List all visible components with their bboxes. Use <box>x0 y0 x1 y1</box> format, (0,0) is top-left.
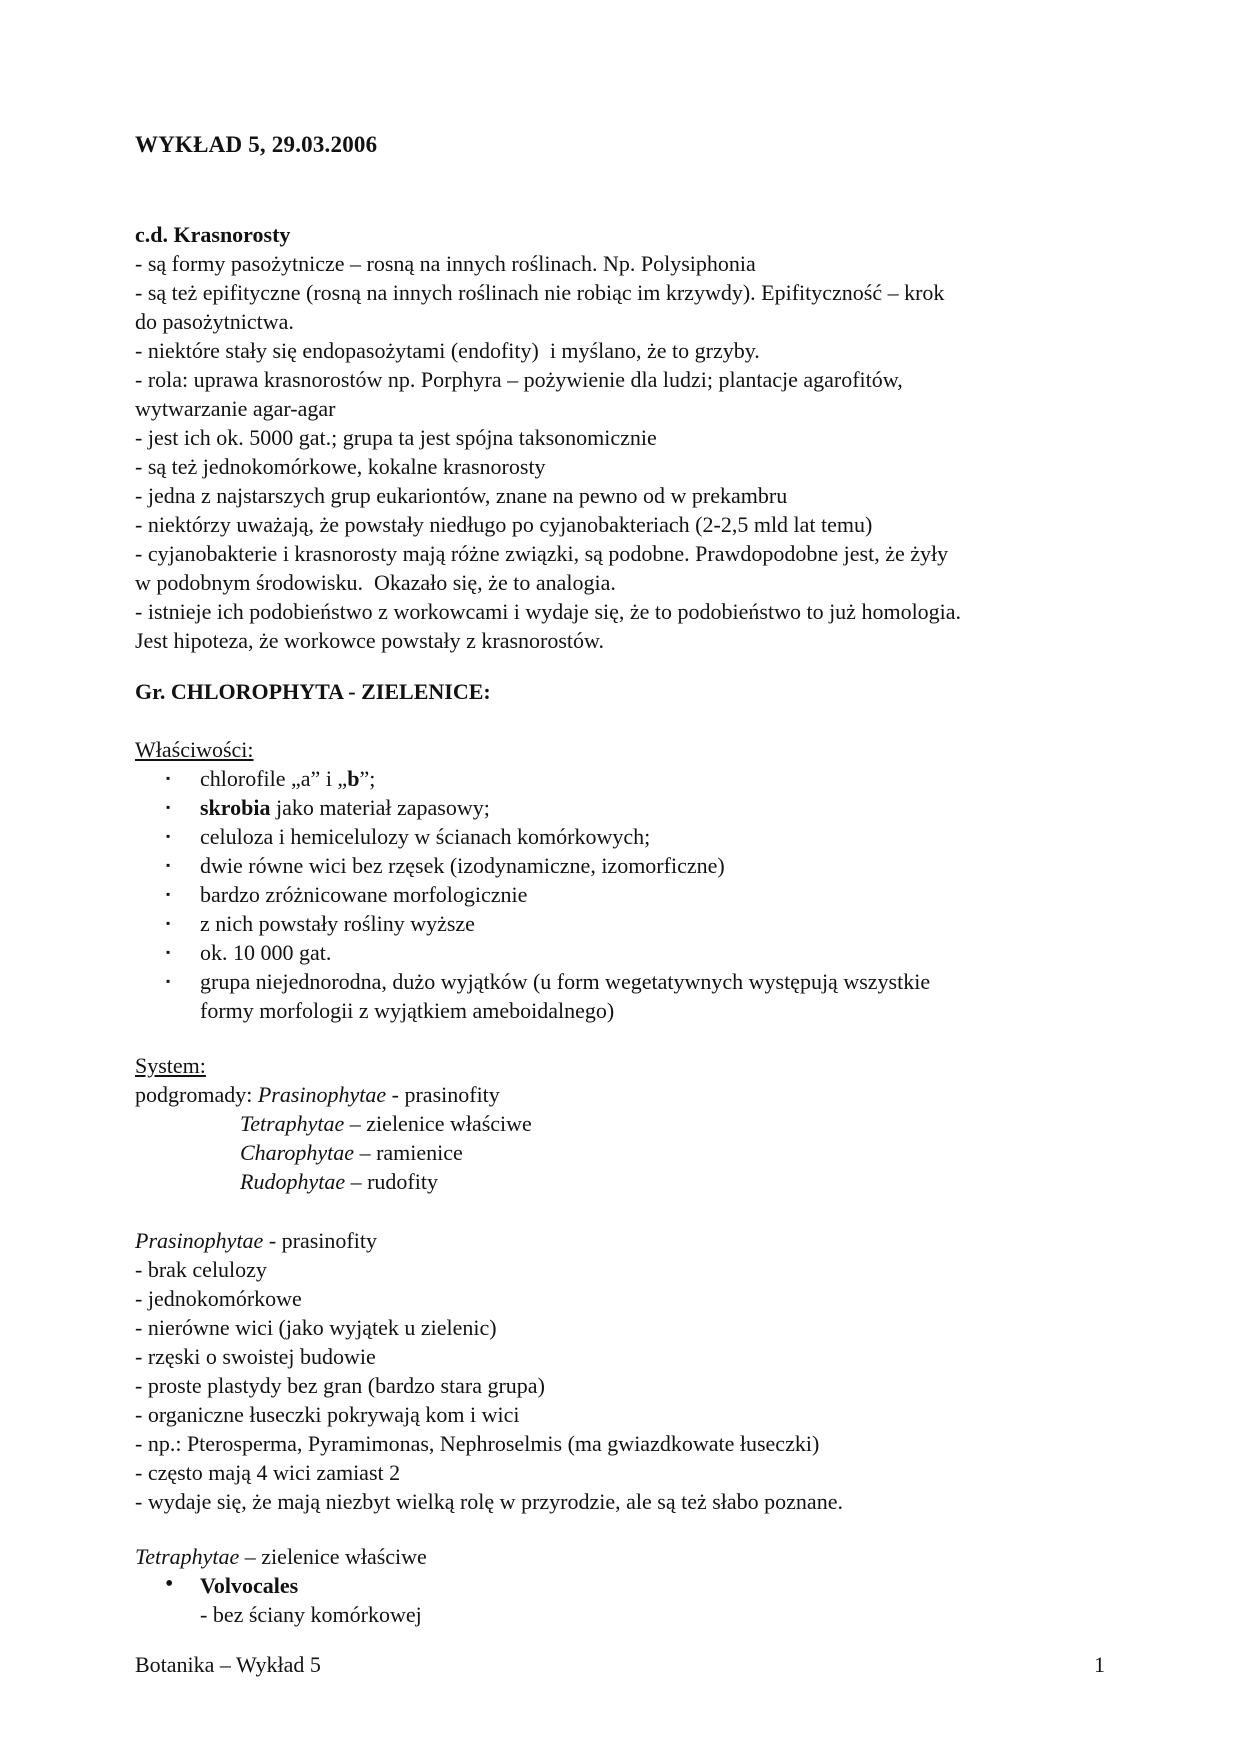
spacer <box>135 655 1105 677</box>
text-segment: - nierówne wici (jako wyjątek u zielenic) <box>135 1315 497 1340</box>
text-line <box>135 1226 1105 1255</box>
text-segment: - prasinofity <box>386 1082 500 1107</box>
square-bullet-icon: ▪ <box>166 858 171 872</box>
text-segment: Prasinophytae <box>135 1228 264 1253</box>
text-segment: do pasożytnictwa. <box>135 309 294 334</box>
text-line <box>135 336 1105 365</box>
spacer <box>135 1516 1105 1542</box>
text-line <box>135 597 1105 626</box>
text-segment: Jest hipoteza, że workowce powstały z krasnorostów. <box>135 628 604 653</box>
text-segment: ”; <box>359 766 376 791</box>
text-line <box>135 1487 1105 1516</box>
text-segment: w podobnym środowisku. Okazało się, że to analogia. <box>135 570 616 595</box>
spacer <box>135 706 1105 735</box>
text-segment: - są formy pasożytnicze – rosną na innych roślinach. Np. Polysiphonia <box>135 251 756 276</box>
text-line <box>135 365 1105 394</box>
bullet-item <box>135 880 1105 909</box>
bullet-item <box>135 822 1105 851</box>
text-segment: bardzo zróżnicowane morfologicznie <box>200 882 528 907</box>
text-line <box>135 677 1105 706</box>
dot-bullet-icon: • <box>165 1571 174 1597</box>
square-bullet-icon: ▪ <box>166 800 171 814</box>
text-segment: Gr. CHLOROPHYTA - ZIELENICE: <box>135 679 491 704</box>
spacer <box>135 160 1105 220</box>
text-line <box>135 1371 1105 1400</box>
text-segment: - niektóre stały się endopasożytami (endofity) i myślano, że to grzyby. <box>135 338 760 363</box>
text-segment: Volvocales <box>200 1573 299 1598</box>
text-line <box>135 278 1105 307</box>
text-segment: - bez ściany komórkowej <box>200 1602 422 1627</box>
text-line <box>135 539 1105 568</box>
text-line <box>135 510 1105 539</box>
text-segment: Prasinophytae <box>257 1082 387 1107</box>
text-line <box>135 394 1105 423</box>
text-segment: - jedna z najstarszych grup eukariontów, znane na pewno od w prekambru <box>135 483 788 508</box>
bullet-continuation <box>135 996 1105 1025</box>
footer-page-number: 1 <box>1094 1652 1105 1677</box>
text-segment: ok. 10 000 gat. <box>200 940 332 965</box>
text-line <box>135 568 1105 597</box>
text-segment: - prasinofity <box>263 1228 377 1253</box>
tab-line <box>135 1138 1105 1167</box>
text-segment: - są też epifityczne (rosną na innych roślinach nie robiąc im krzywdy). Epifityczność – krok <box>135 280 945 305</box>
text-line <box>135 1458 1105 1487</box>
text-segment: - często mają 4 wici zamiast 2 <box>135 1460 401 1485</box>
text-segment: Właściwości: <box>135 737 254 762</box>
text-segment: System: <box>135 1053 206 1078</box>
text-segment: jako materiał zapasowy; <box>270 795 490 820</box>
text-segment: Tetraphytae <box>135 1544 240 1569</box>
text-segment: - np.: Pterosperma, Pyramimonas, Nephroselmis (ma gwiazdkowate łuseczki) <box>135 1431 820 1456</box>
bullet-item <box>135 764 1105 793</box>
text-segment: - rzęski o swoistej budowie <box>135 1344 376 1369</box>
text-line <box>135 1080 1105 1109</box>
text-segment: celuloza i hemicelulozy w ścianach komórkowych; <box>200 824 651 849</box>
text-segment: - organiczne łuseczki pokrywają kom i wici <box>135 1402 520 1427</box>
text-segment: dwie równe wici bez rzęsek (izodynamiczne, izomorficzne) <box>200 853 725 878</box>
text-line <box>135 307 1105 336</box>
tab-line <box>135 1167 1105 1196</box>
spacer <box>135 1025 1105 1051</box>
text-segment: - wydaje się, że mają niezbyt wielką rolę w przyrodzie, ale są też słabo poznane. <box>135 1489 843 1514</box>
text-line <box>135 452 1105 481</box>
text-segment: skrobia <box>200 795 271 820</box>
text-segment: chlorofile „a” i „ <box>200 766 348 791</box>
square-bullet-icon: ▪ <box>166 829 171 843</box>
bullet-item <box>135 793 1105 822</box>
text-segment: – ramienice <box>354 1140 463 1165</box>
text-segment: podgromady: <box>135 1082 258 1107</box>
text-segment: - jest ich ok. 5000 gat.; grupa ta jest spójna taksonomicznie <box>135 425 657 450</box>
text-segment: - cyjanobakterie i krasnorosty mają różne związki, są podobne. Prawdopodobne jest, że żyły <box>135 541 949 566</box>
tab-line <box>135 1109 1105 1138</box>
text-line <box>135 423 1105 452</box>
text-line <box>135 1342 1105 1371</box>
text-segment: formy morfologii z wyjątkiem ameboidalnego) <box>200 998 615 1023</box>
text-segment: - jednokomórkowe <box>135 1286 302 1311</box>
text-segment: Charophytae <box>240 1140 355 1165</box>
text-line <box>135 1255 1105 1284</box>
text-line <box>135 481 1105 510</box>
text-line <box>135 220 1105 249</box>
text-line <box>135 1400 1105 1429</box>
text-segment: WYKŁAD 5, 29.03.2006 <box>135 132 378 157</box>
text-segment: Tetraphytae <box>240 1111 345 1136</box>
square-bullet-icon: ▪ <box>166 771 171 785</box>
bullet-item <box>135 967 1105 996</box>
text-segment: - niektórzy uważają, że powstały niedługo po cyjanobakteriach (2-2,5 mld lat temu) <box>135 512 873 537</box>
square-bullet-icon: ▪ <box>166 974 171 988</box>
text-segment: – zielenice właściwe <box>344 1111 532 1136</box>
text-line <box>135 735 1105 764</box>
text-segment: z nich powstały rośliny wyższe <box>200 911 475 936</box>
bullet-item-dot <box>135 1571 1105 1600</box>
text-line <box>135 1313 1105 1342</box>
footer-title: Botanika – Wykład 5 <box>135 1652 321 1677</box>
text-segment: b <box>347 766 360 791</box>
text-segment: - brak celulozy <box>135 1257 267 1282</box>
text-segment: - proste plastydy bez gran (bardzo stara grupa) <box>135 1373 545 1398</box>
text-segment: – rudofity <box>345 1169 438 1194</box>
text-line <box>135 1542 1105 1571</box>
text-segment: grupa niejednorodna, dużo wyjątków (u form wegetatywnych występują wszystkie <box>200 969 931 994</box>
square-bullet-icon: ▪ <box>166 945 171 959</box>
text-segment: – zielenice właściwe <box>239 1544 427 1569</box>
doc-title <box>135 130 1105 160</box>
text-line <box>135 1284 1105 1313</box>
text-line <box>135 626 1105 655</box>
page-footer <box>135 1650 1105 1679</box>
text-segment: - są też jednokomórkowe, kokalne krasnorosty <box>135 454 546 479</box>
text-segment: - rola: uprawa krasnorostów np. Porphyra – pożywienie dla ludzi; plantacje agarofitów, <box>135 367 903 392</box>
spacer <box>135 1196 1105 1226</box>
square-bullet-icon: ▪ <box>166 916 171 930</box>
text-line <box>135 1429 1105 1458</box>
text-line <box>135 1051 1105 1080</box>
text-segment: c.d. Krasnorosty <box>135 222 291 247</box>
square-bullet-icon: ▪ <box>166 887 171 901</box>
bullet-item <box>135 851 1105 880</box>
sub-line <box>135 1600 1105 1629</box>
text-segment: wytwarzanie agar-agar <box>135 396 336 421</box>
bullet-item <box>135 938 1105 967</box>
text-segment: Rudophytae <box>240 1169 346 1194</box>
document-blocks <box>135 130 1105 1629</box>
bullet-item <box>135 909 1105 938</box>
text-segment: - istnieje ich podobieństwo z workowcami i wydaje się, że to podobieństwo to już homologia. <box>135 599 962 624</box>
text-line <box>135 249 1105 278</box>
